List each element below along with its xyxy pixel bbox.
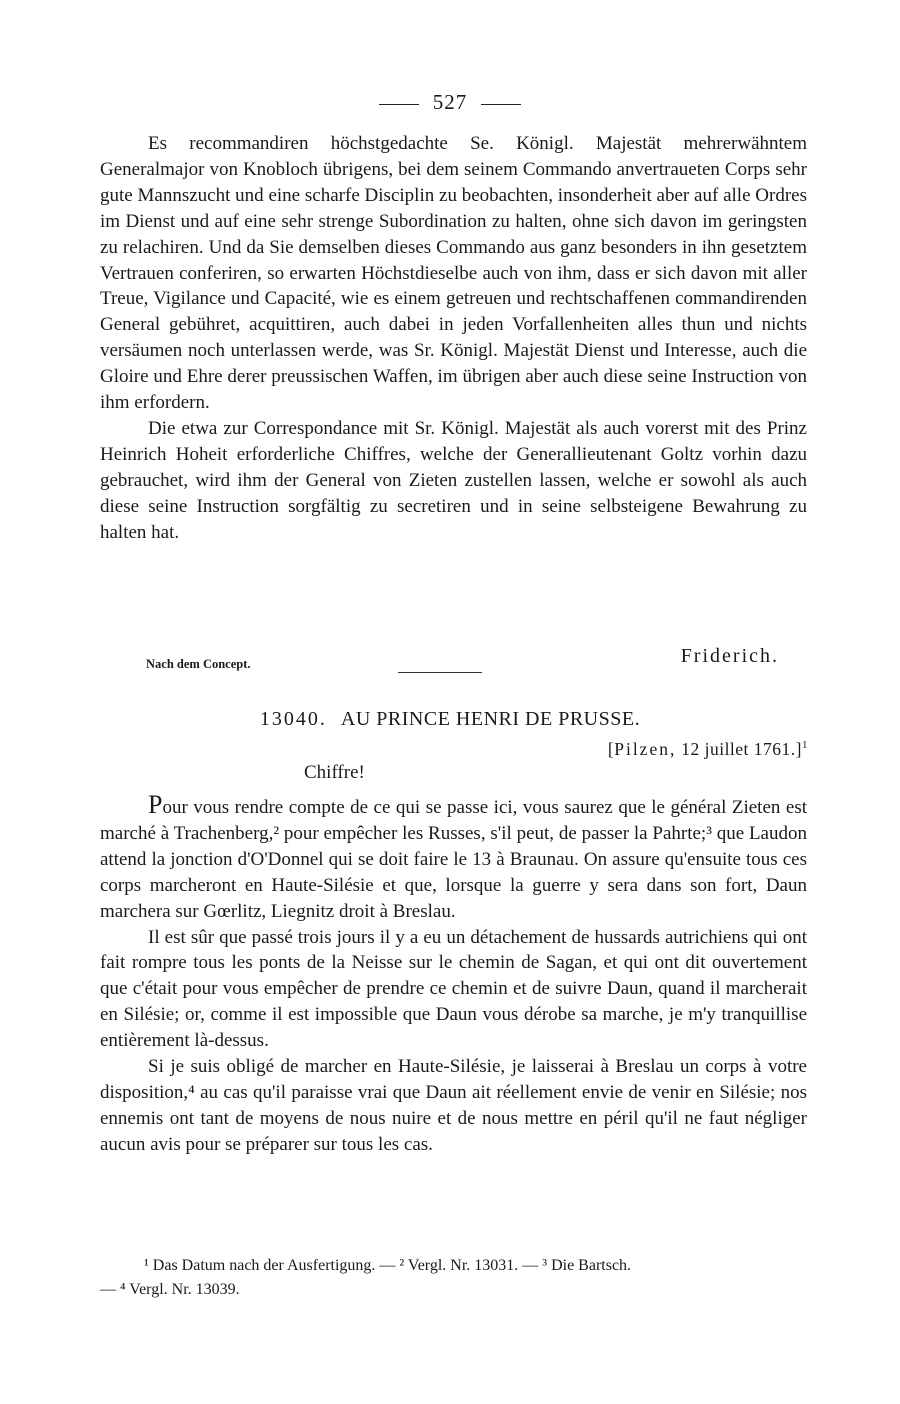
paragraph: Pour vous rendre compte de ce qui se passe ici, vous saurez que le général Zieten est marché à Trachenberg,² pour empêcher les Russes, s'il peut, de passer la Pahrte;³ que Laudon attend la jonction d'O'Donnel qui se doit faire le 13 à Braunau. On assure qu'ensuite tous ces corps marcheront en Haute-Silésie et que, lorsque la guerre y sera dans son fort, Daun marchera sur Gœrlitz, Liegnitz droit à Breslau. [100,790,807,922]
letter-number: 13040. [259,708,327,730]
paragraph: Es recommandiren höchstgedachte Se. Königl. Majestät mehrerwähntem Generalmajor von Knobloch übrigens, bei dem seinem Commando anvertraueten Corps sehr gute Mannszucht und eine scharfe Disciplin zu beobachten, insonderheit aber auf alle Ordres im Dienst und auf eine sehr strenge Subordination zu halten, ohne sich davon im geringsten zu relachiren. Und da Sie demselben dieses Commando aus ganz besonders in ihn gesetztem Vertrauen conferiren, so erwarten Höchstdieselbe auch von ihm, dass er sich davon mit aller Treue, Vigilance und Capacité, wie es einem getreuen und rechtschaffenen commandirenden General gebühret, acquittiren, auch dabei in jeden Vorfallenheiten alles thun und nichts versäumen noch unterlassen werde, was Sr. Königl. Majestät Dienst und Interesse, auch die Gloire und Ehre derer preussischen Waffen, im übrigen aber auch diese seine Instruction von ihm erfordern. [100,133,807,414]
signature-row [100,645,807,685]
dateline-place: Pilzen, [614,739,677,759]
page-header [0,88,900,116]
footnotes [100,1254,807,1302]
source-note: Nach dem Concept. [146,657,251,671]
paragraph: Si je suis obligé de marcher en Haute-Silésie, je laisserai à Breslau un corps à votre disposition,⁴ au cas qu'il paraisse vrai que Daun ait réellement envie de venir en Silésie; nos ennemis ont tant de moyens de nous nuire et de nous mettre en péril qu'il ne faut négliger aucun avis pour se préparer sur tous les cas. [100,1056,807,1155]
paragraph: Il est sûr que passé trois jours il y a eu un détachement de hussards autrichiens qui ont fait rompre tous les ponts de la Neisse sur le chemin de Sagan, et qui ont dit ouvertement que c'était pour vous empêcher de prendre ce chemin et de suivre Daun, quand il marcherait en Silésie; or, comme il est impossible que Daun vous dérobe sa marche, je m'y tranquillise entièrement là-dessus. [100,926,807,1052]
letter-body [100,792,807,1158]
header-rule-left [379,104,419,105]
dateline-date: 12 juillet 1761.] [681,739,802,759]
page-number: 527 [432,89,468,114]
cipher-note: Chiffre! [304,762,365,783]
letter-heading [0,708,900,731]
dateline [608,739,808,760]
dateline-bracket: [ [607,739,615,759]
section-separator [398,672,482,673]
footnote-line: — ⁴ Vergl. Nr. 13039. [100,1281,240,1298]
paragraph: Die etwa zur Correspondance mit Sr. Königl. Majestät als auch vorerst mit des Prinz Heinrich Hoheit erforderliche Chiffres, welche der Generallieutenant Goltz vorhin dazu gebrauchet, wird ihm der General von Zieten zustellen lassen, welche er sowohl als auch diese seine Instruction sorgfältig zu secretiren und in seine selbsteigene Bewahrung zu halten hat. [100,417,807,543]
signature: Friderich. [680,645,779,667]
instruction-text [100,131,807,546]
footnote-line: ¹ Das Datum nach der Ausfertigung. — ² Vergl. Nr. 13031. — ³ Die Bartsch. [144,1257,632,1274]
dateline-footnote-mark: 1 [802,739,808,752]
header-rule-right [481,104,521,105]
letter-title: AU PRINCE HENRI DE PRUSSE. [340,708,641,730]
